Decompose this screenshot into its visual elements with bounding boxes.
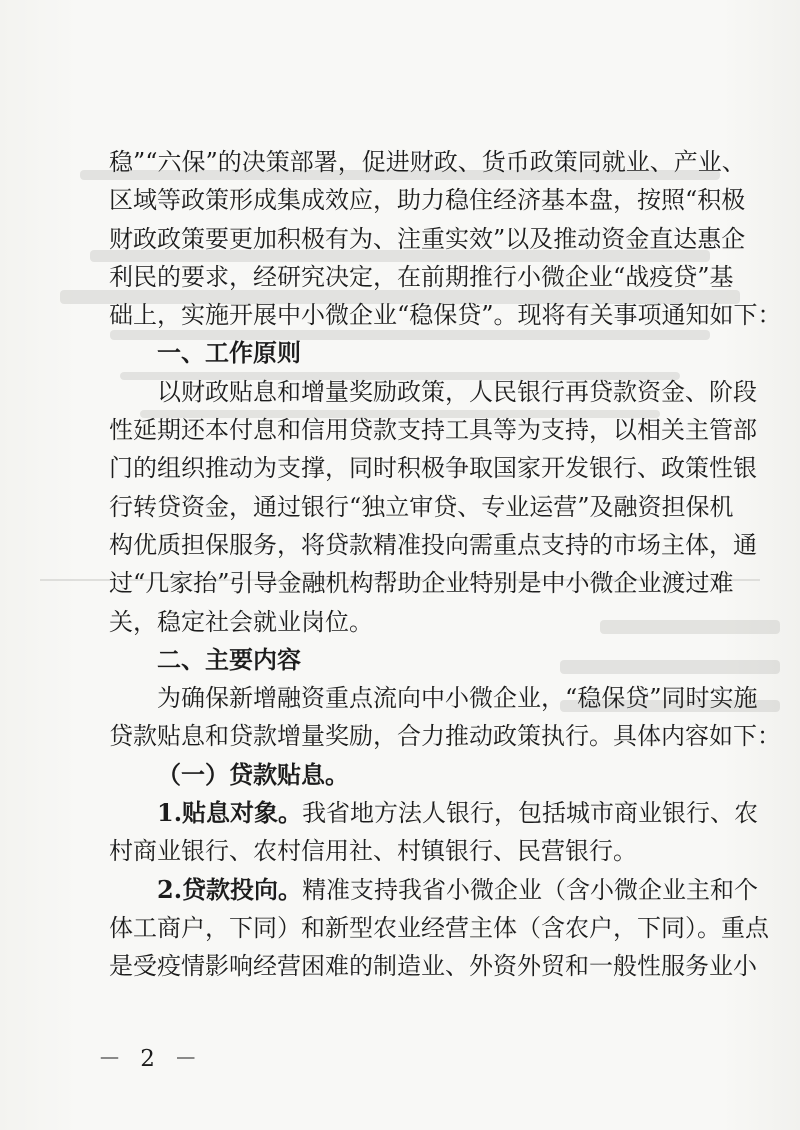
text-line: 贷款贴息和贷款增量奖励，合力推动政策执行。具体内容如下：: [109, 722, 781, 751]
text-line: 行转贷资金，通过银行“独立审贷、专业运营”及融资担保机: [109, 492, 734, 521]
text-line: 利民的要求，经研究决定，在前期推行小微企业“战疫贷”基: [109, 262, 734, 291]
text-line: 是受疫情影响经营困难的制造业、外资外贸和一般性服务业小: [109, 952, 757, 981]
text-line: 过“几家抬”引导金融机构帮助企业特别是中小微企业渡过难: [109, 569, 734, 598]
body-text: [109, 143, 782, 986]
section-heading: （一）贷款贴息。: [157, 759, 349, 789]
text-line: 以财政贴息和增量奖励政策，人民银行再贷款资金、阶段: [157, 377, 757, 406]
text-line: [109, 794, 759, 832]
text-line: 区域等政策形成集成效应，助力稳住经济基本盘，按照“积极: [109, 186, 746, 215]
text-line: 财政政策要更加积极有为、注重实效”以及推动资金直达惠企: [109, 224, 746, 253]
item-text: 精准支持我省小微企业（含小微企业主和个: [302, 875, 759, 904]
text-line: 村商业银行、农村信用社、村镇银行、民营银行。: [109, 837, 637, 866]
text-line: 为确保新增融资重点流向中小微企业，“稳保贷”同时实施: [157, 684, 758, 713]
section-heading: 二、主要内容: [157, 644, 301, 674]
text-line: 关，稳定社会就业岗位。: [109, 607, 373, 636]
text-line: 础上，实施开展中小微企业“稳保贷”。现将有关事项通知如下：: [109, 301, 782, 330]
page-number: － 2 －: [98, 1046, 204, 1072]
item-text: 我省地方法人银行，包括城市商业银行、农: [302, 799, 759, 828]
text-line: 门的组织推动为支撑，同时积极争取国家开发银行、政策性银: [109, 454, 757, 483]
text-line: 稳”“六保”的决策部署，促进财政、货币政策同就业、产业、: [109, 148, 746, 176]
item-heading: 2.贷款投向。: [157, 874, 303, 904]
section-heading: 一、工作原则: [157, 338, 301, 368]
text-line: 构优质担保服务，将贷款精准投向需重点支持的市场主体，通: [109, 530, 757, 559]
text-line: 体工商户，下同）和新型农业经营主体（含农户，下同）。重点: [109, 913, 769, 942]
item-heading: 1.贴息对象。: [157, 798, 303, 828]
text-line: [109, 871, 759, 909]
text-line: 性延期还本付息和信用贷款支持工具等为支持，以相关主管部: [109, 416, 757, 445]
